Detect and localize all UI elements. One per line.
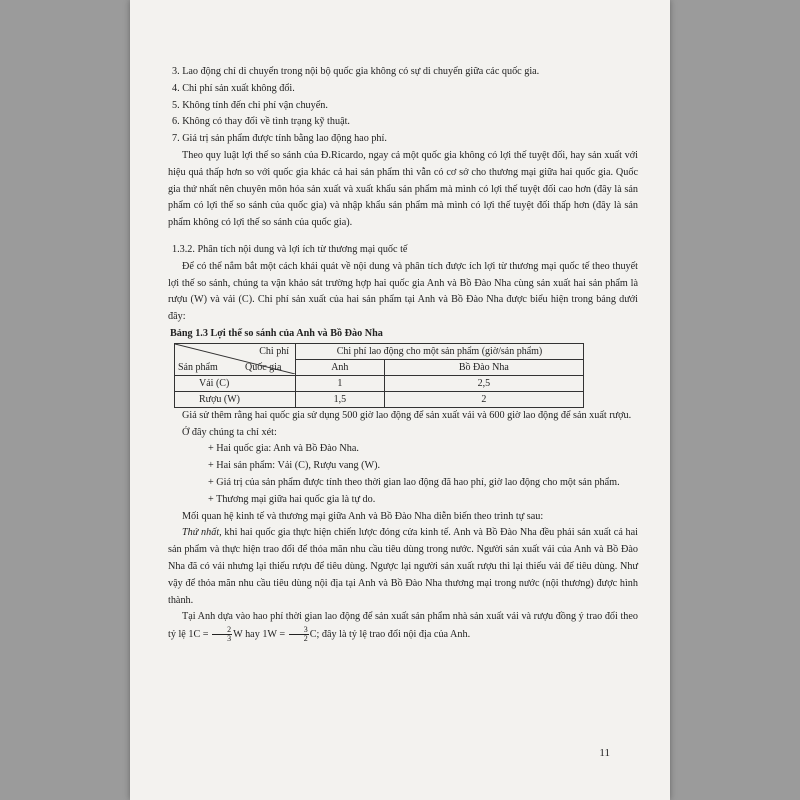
list-item: 4. Chi phí sản xuất không đổi.: [172, 82, 295, 94]
first-body: khi hai quốc gia thực hiện chiến lược đóng cửa kinh tế. Anh và Bồ Đào Nha đều phải sản xuất cả hai sản phẩm và thực hiện trao đổi để thỏa mãn nhu cầu tiêu dùng trong nước. Người sản xuất vải của Anh và Bồ Đào Nha đã có vải nhưng lại thiếu rượu để tiêu dùng. Ngược lại người sản xuất rượu thì lại thiếu vải để tiêu dùng. Như vậy để thỏa mãn nhu cầu tiêu dùng nội địa tại Anh và Bồ Đào Nha thương mại trong nước (nội thương) được hình thành.: [168, 527, 639, 606]
table-row: [175, 391, 584, 407]
product-cell: Rượu (W): [175, 391, 296, 407]
bullet-item: + Hai sản phẩm: Vải (C), Rượu vang (W).: [208, 460, 381, 472]
paragraph-first: [168, 525, 638, 609]
header-span-cell: Chi phí lao động cho một sản phẩm (giờ/sản phẩm): [296, 343, 584, 359]
paragraph-intro: Để có thể nắm bắt một cách khái quát về nội dung và phân tích được ích lợi từ thương mại quốc tế theo thuyết lợi thế so sánh, chúng ta vận khảo sát trường hợp hai quốc gia Anh và Bồ Đào Nha cùng sản xuất hai sản phẩm là rượu (W) và vải (C). Chi phí sản xuất của hai sản phẩm tại Anh và Bồ Đào Nha được biểu hiện trong bảng dưới đây:: [168, 260, 638, 323]
table-header-row: [175, 343, 584, 359]
value-cell: 2,5: [384, 375, 583, 391]
section-heading: 1.3.2. Phân tích nội dung và lợi ích từ thương mại quốc tế: [172, 243, 408, 255]
list-item: 5. Không tính đến chi phí vận chuyển.: [172, 99, 328, 111]
bullet-item: + Hai quốc gia: Anh và Bồ Đào Nha.: [208, 443, 359, 455]
list-item: 6. Không có thay đổi về tình trạng kỹ thuật.: [172, 116, 350, 128]
paragraph-ratio: [168, 609, 638, 643]
list-item: 7. Giá trị sản phẩm được tính bằng lao động hao phí.: [172, 133, 387, 145]
country-header: Anh: [296, 359, 385, 375]
value-cell: 1: [296, 375, 385, 391]
paragraph-ricardo: Theo quy luật lợi thế so sánh của Đ.Ricardo, ngay cả một quốc gia không có lợi thế tuyệt đối, hay sản xuất với hiệu quả thấp hơn so với quốc gia khác cả hai sản phẩm thì vẫn có cơ sở cho thương mại giữa hai quốc gia. Quốc gia thứ nhất nên chuyên môn hóa sản xuất và xuất khẩu sản phẩm mà mình có lợi thế tuyệt đối cao hơn (đây là sản phẩm có lợi thế so sánh của quốc gia) và nhập khẩu sản phẩm mà mình có lợi thế tuyệt đối thấp hơn (đây là sản phẩm không có lợi thế so sánh của quốc gia).: [168, 149, 638, 229]
paragraph-assumption: Giả sử thêm rằng hai quốc gia sử dụng 500 giờ lao động để sản xuất vải và 600 giờ lao động để sản xuất rượu.: [182, 409, 632, 421]
corner-bottom-right-label: Quốc gia: [245, 361, 282, 373]
paragraph-relationship: Mối quan hệ kinh tế và thương mại giữa Anh và Bồ Đào Nha diễn biến theo trình tự sau:: [182, 510, 544, 522]
fraction-numerator: 2: [212, 626, 232, 635]
list-item: 3. Lao động chỉ di chuyển trong nội bộ quốc gia không có sự di chuyển giữa các quốc gia.: [172, 66, 540, 77]
corner-top-label: Chi phí: [259, 345, 289, 357]
bullet-item: + Thương mại giữa hai quốc gia là tự do.: [208, 493, 376, 505]
value-cell: 1,5: [296, 391, 385, 407]
country-header: Bồ Đào Nha: [384, 359, 583, 375]
table-caption: Bảng 1.3 Lợi thế so sánh của Anh và Bồ Đào Nha: [170, 327, 383, 339]
value-cell: 2: [384, 391, 583, 407]
ratio-text-a: Tại Anh dựa vào hao phí thời gian lao động để sản xuất sản phẩm nhà sản xuất vải và rượu đồng ý trao đổi theo tỷ lệ 1C =: [168, 611, 638, 640]
product-cell: Vải (C): [175, 375, 296, 391]
page-number: 11: [599, 747, 610, 760]
first-lead: Thứ nhất,: [182, 527, 222, 539]
document-page: [130, 0, 670, 800]
fraction-numerator: 3: [289, 626, 309, 635]
comparison-table: [174, 343, 584, 408]
corner-bottom-left-label: Sản phẩm: [178, 361, 218, 373]
note-intro: Ở đây chúng ta chỉ xét:: [182, 426, 277, 438]
bullet-item: + Giá trị của sản phẩm được tính theo thời gian lao động đã hao phí, giờ lao động cho một sản phẩm.: [208, 476, 620, 488]
fraction-three-halves: [289, 626, 309, 643]
fraction-two-thirds: [212, 626, 232, 643]
fraction-denominator: 3: [227, 634, 232, 644]
fraction-denominator: 2: [303, 634, 308, 644]
table-corner-cell: [175, 343, 296, 375]
ratio-text-b: W hay 1W =: [233, 628, 286, 640]
table-row: [175, 375, 584, 391]
ratio-text-c: C; đây là tỷ lệ trao đổi nội địa của Anh.: [309, 628, 471, 640]
page-content: [168, 64, 638, 644]
